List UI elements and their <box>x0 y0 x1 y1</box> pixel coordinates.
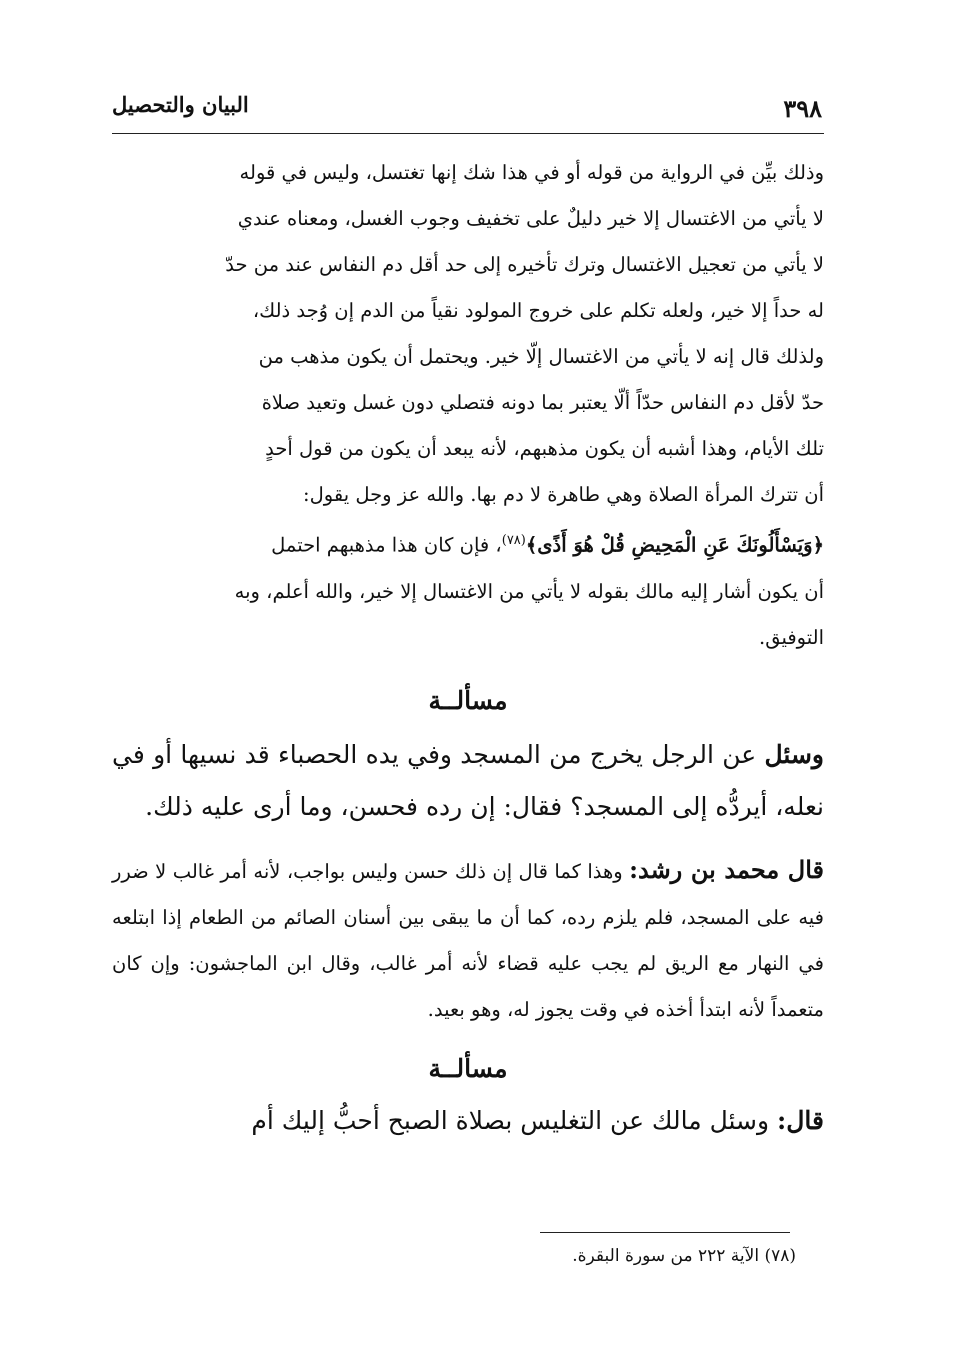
question-text: وسئل مالك عن التغليس بصلاة الصبح أحبُّ إليك أم <box>251 1105 778 1135</box>
question-lead: قال: <box>777 1105 824 1135</box>
text-line: أن يكون أشار إليه مالك بقوله لا يأتي من الاغتسال إلا خير، والله أعلم، وبه <box>234 579 824 603</box>
commentary-paragraph <box>112 847 824 1033</box>
question-lead: وسئل <box>764 739 824 769</box>
text-line: ولذلك قال إنه لا يأتي من الاغتسال إلّا خير. ويحتمل أن يكون مذهب من <box>258 345 824 368</box>
footnote-divider <box>540 1232 790 1233</box>
text-line: لا يأتي من تعجيل الاغتسال وترك تأخيره إلى حد أقل دم النفاس عند من حدّ <box>225 253 824 276</box>
text-line: له حداً إلا خير، ولعله تكلم على خروج المولود نقياً من الدم إن وُجد ذلك، <box>252 299 824 322</box>
footnote: (٧٨) الآية ٢٢٢ من سورة البقرة. <box>572 1246 796 1266</box>
commentary-text: وهذا كما قال إن ذلك حسن وليس بواجب، لأنه أمر غالب لا ضرر فيه على المسجد، فلم يلزم رده، كما أن ما يبقى بين أسنان الصائم من الطعام إذا ابتلعه في النهار مع الريق لم يجب عليه قضاء لأنه أمر غالب، وقال ابن الماجشون: وإن كان متعمداً لأنه ابتدأ أخذه في وقت يجوز له، وهو بعيد. <box>112 859 824 1021</box>
footnote-reference: (٧٨) <box>501 533 526 548</box>
text-line: حدّ لأقل دم النفاس حدّاً ألّا يعتبر بما دونه فتصلي دون غسل وتعيد صلاة <box>261 391 824 414</box>
running-title: البيان والتحصيل <box>112 92 249 117</box>
question-paragraph <box>112 1095 824 1147</box>
page-header <box>112 88 822 128</box>
question-paragraph <box>112 729 824 833</box>
section-heading: مسألــة <box>428 685 508 715</box>
text-line-with-verse <box>112 518 824 569</box>
question-text: عن الرجل يخرج من المسجد وفي يده الحصباء قد نسيها أو في نعله، أيردُّه إلى المسجد؟ فقال: إن رده فحسن، وما أرى عليه ذلك. <box>112 739 824 821</box>
quran-verse: ﴿وَيَسْأَلُونَكَ عَنِ الْمَحِيضِ قُلْ هُوَ أَذًى﴾ <box>525 533 824 557</box>
page-number: ٣٩٨ <box>783 94 822 123</box>
text-line: التوفيق. <box>759 625 824 649</box>
section-heading: مسألــة <box>428 1053 508 1083</box>
header-divider <box>112 133 824 134</box>
text-fragment: ، فإن كان هذا مذهبهم احتمل <box>271 533 502 557</box>
text-line: تلك الأيام، وهذا أشبه أن يكون مذهبهم، لأنه يبعد أن يكون من قول أحدٍ <box>265 437 824 460</box>
main-text <box>112 150 824 1147</box>
commentary-paragraph <box>112 150 824 661</box>
text-line: أن تترك المرأة الصلاة وهي طاهرة لا دم بها. والله عز وجل يقول: <box>303 483 824 506</box>
text-line: لا يأتي من الاغتسال إلا خير دليلٌ على تخفيف وجوب الغسل، ومعناه عندي <box>237 207 824 230</box>
text-line: وذلك بيِّن في الرواية من قوله أو في هذا شك إنها تغتسل، وليس في قوله <box>239 161 824 184</box>
commentator-lead: قال محمد بن رشد: <box>629 854 824 884</box>
